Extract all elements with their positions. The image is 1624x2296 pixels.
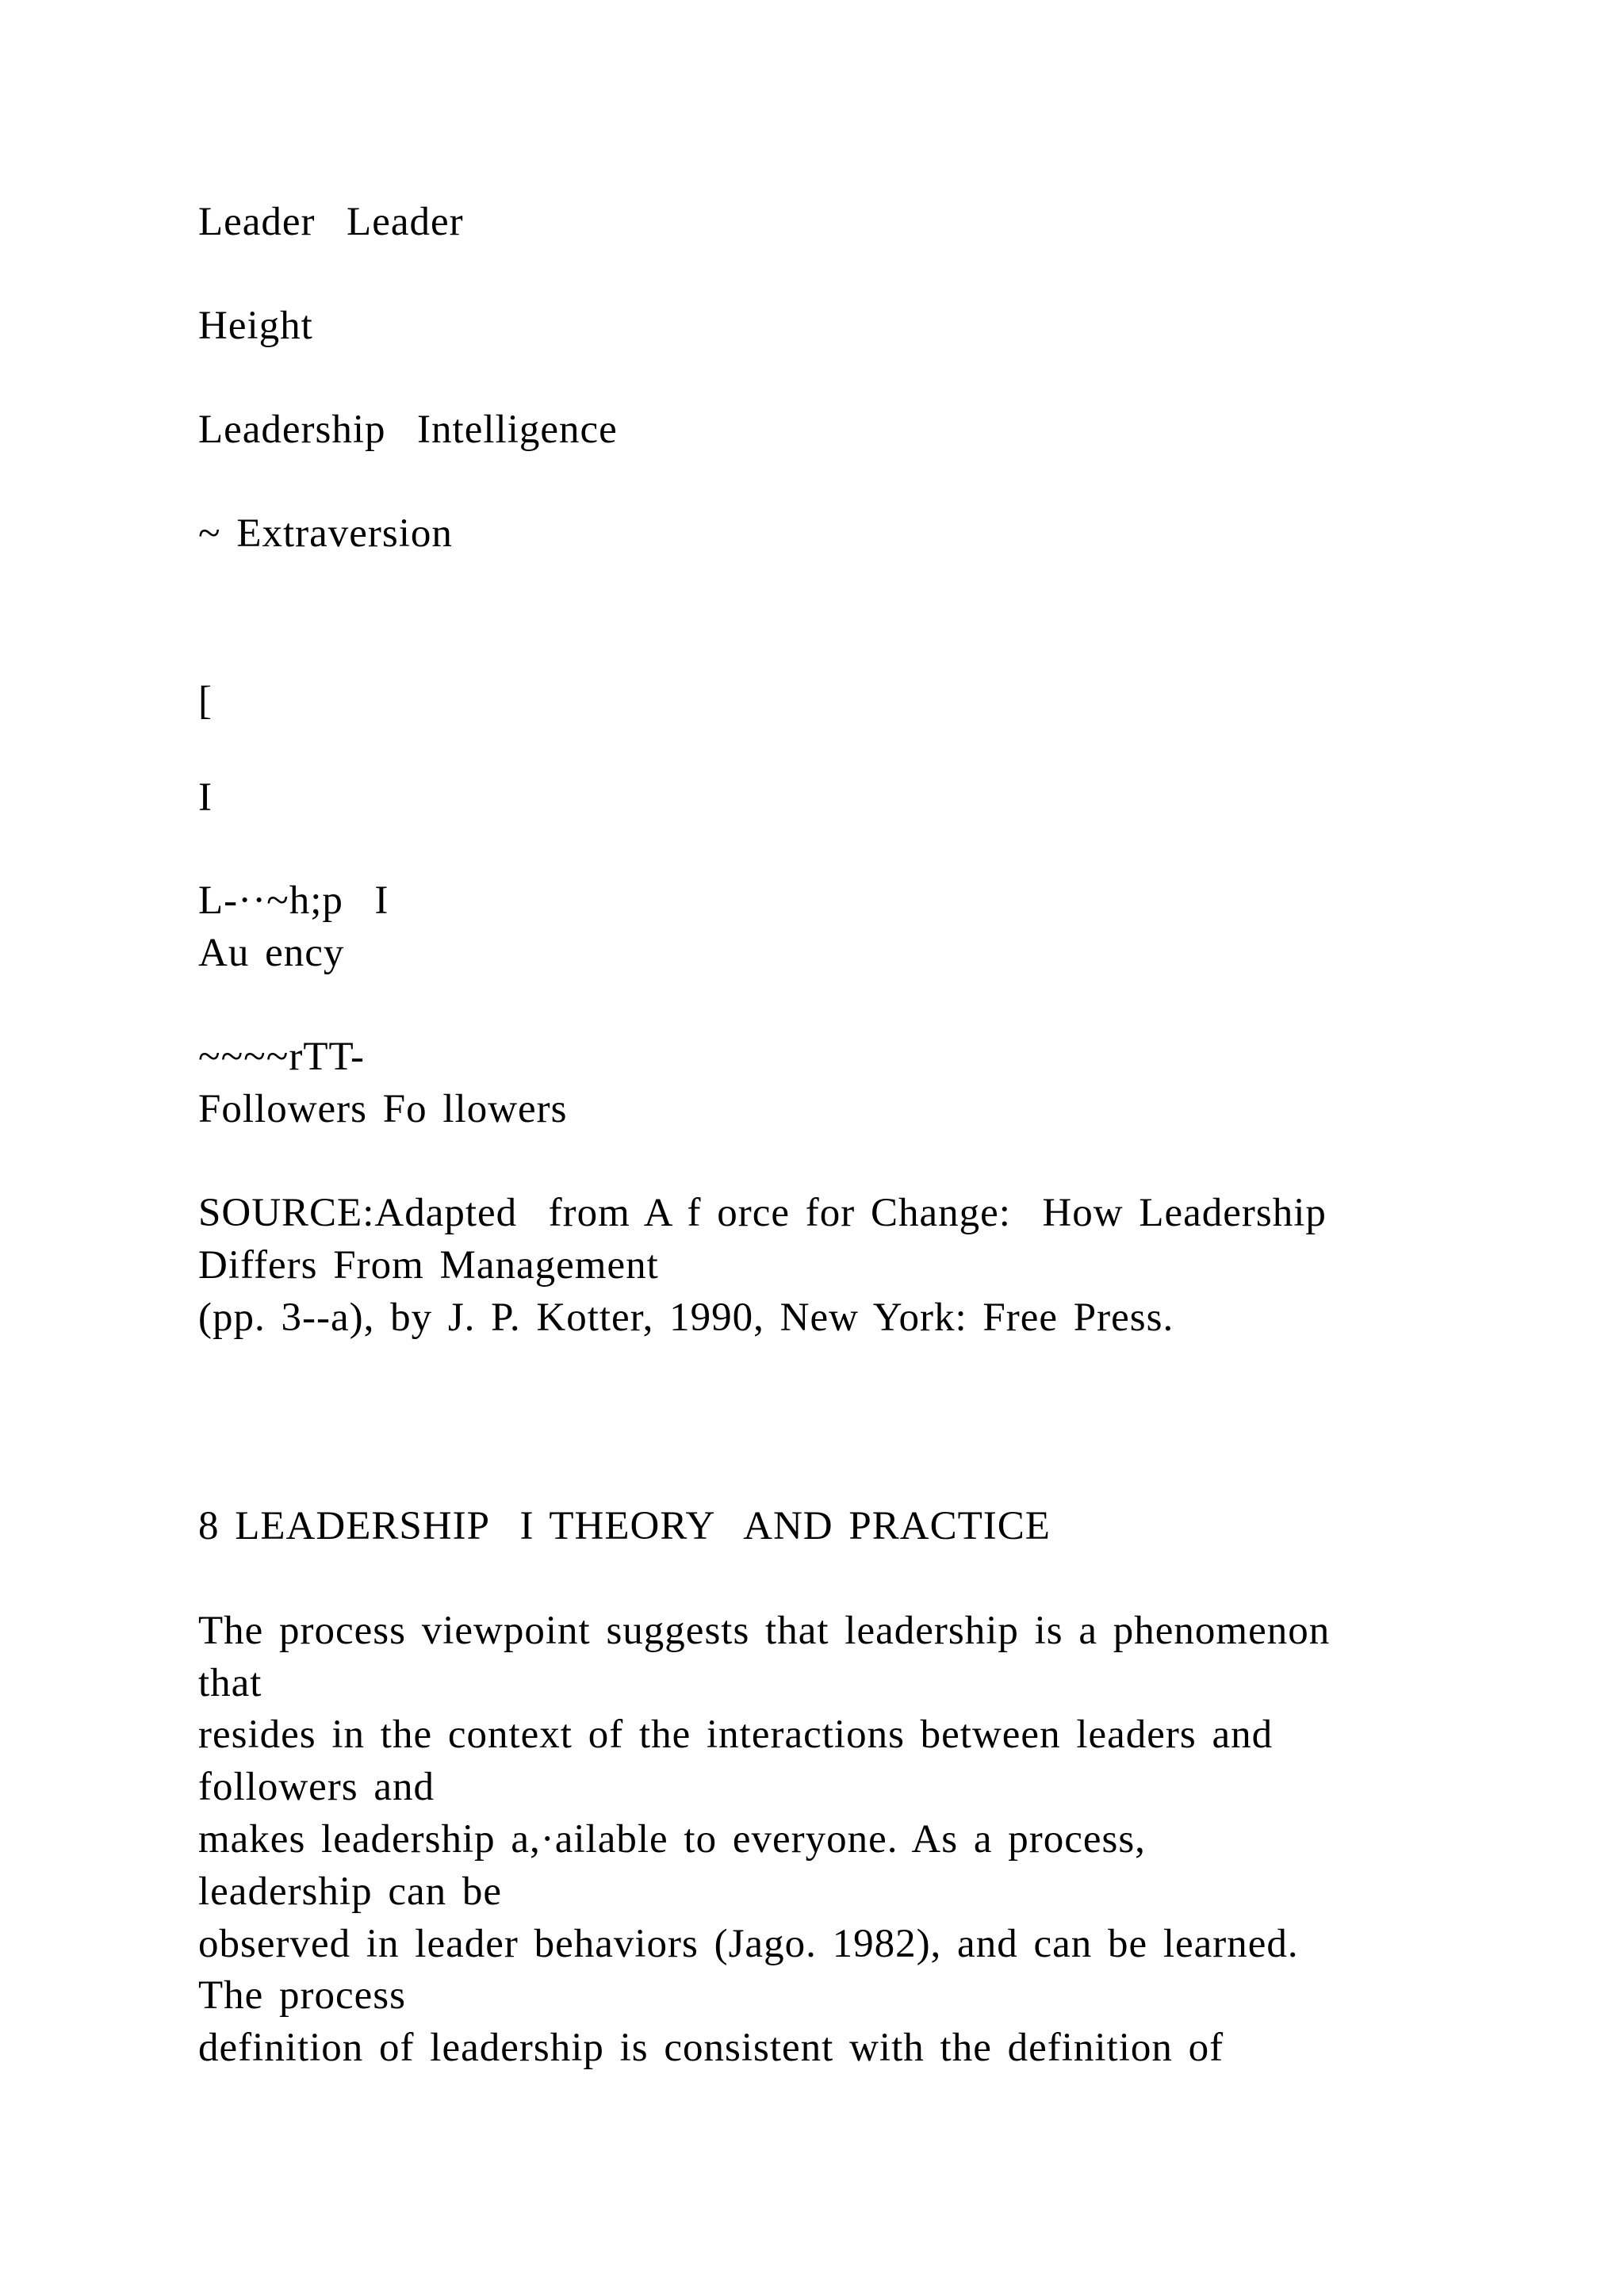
- figure-label-bracket: [: [198, 679, 213, 723]
- source-line: (pp. 3--a), by J. P. Kotter, 1990, New York: Free Press.: [198, 1295, 1174, 1340]
- body-text-line: that: [198, 1661, 262, 1705]
- body-text-line: resides in the context of the interactions between leaders and: [198, 1712, 1274, 1757]
- body-text-line: The process viewpoint suggests that leadership is a phenomenon: [198, 1609, 1331, 1653]
- figure-label-leadership-intelligence: Leadership Intelligence: [198, 408, 618, 452]
- body-text-line: The process: [198, 1973, 406, 2018]
- figure-label-height: Height: [198, 304, 313, 348]
- figure-label-tilde-arrows: ~~~~rTT-: [198, 1035, 365, 1079]
- figure-label-leader-leader: Leader Leader: [198, 200, 464, 244]
- running-header: 8 LEADERSHIP I THEORY AND PRACTICE: [198, 1504, 1051, 1548]
- body-text-line: definition of leadership is consistent with the definition of: [198, 2026, 1224, 2070]
- source-line: SOURCE:Adapted from A f orce for Change: How Leadership: [198, 1191, 1327, 1235]
- figure-label-extraversion: ~ Extraversion: [198, 511, 453, 556]
- figure-label-i: I: [198, 775, 213, 820]
- figure-label-followers: Followers Fo llowers: [198, 1087, 568, 1131]
- body-text-line: leadership can be: [198, 1869, 502, 1914]
- figure-label-au-ency: Au ency: [198, 931, 345, 975]
- figure-label-garbled-leadership: L-··~h;p I: [198, 878, 389, 923]
- body-text-line: observed in leader behaviors (Jago. 1982), and can be learned.: [198, 1922, 1299, 1966]
- source-line: Differs From Management: [198, 1243, 659, 1288]
- body-text-line: followers and: [198, 1765, 435, 1809]
- body-text-line: makes leadership a,·ailable to everyone. As a process,: [198, 1817, 1146, 1862]
